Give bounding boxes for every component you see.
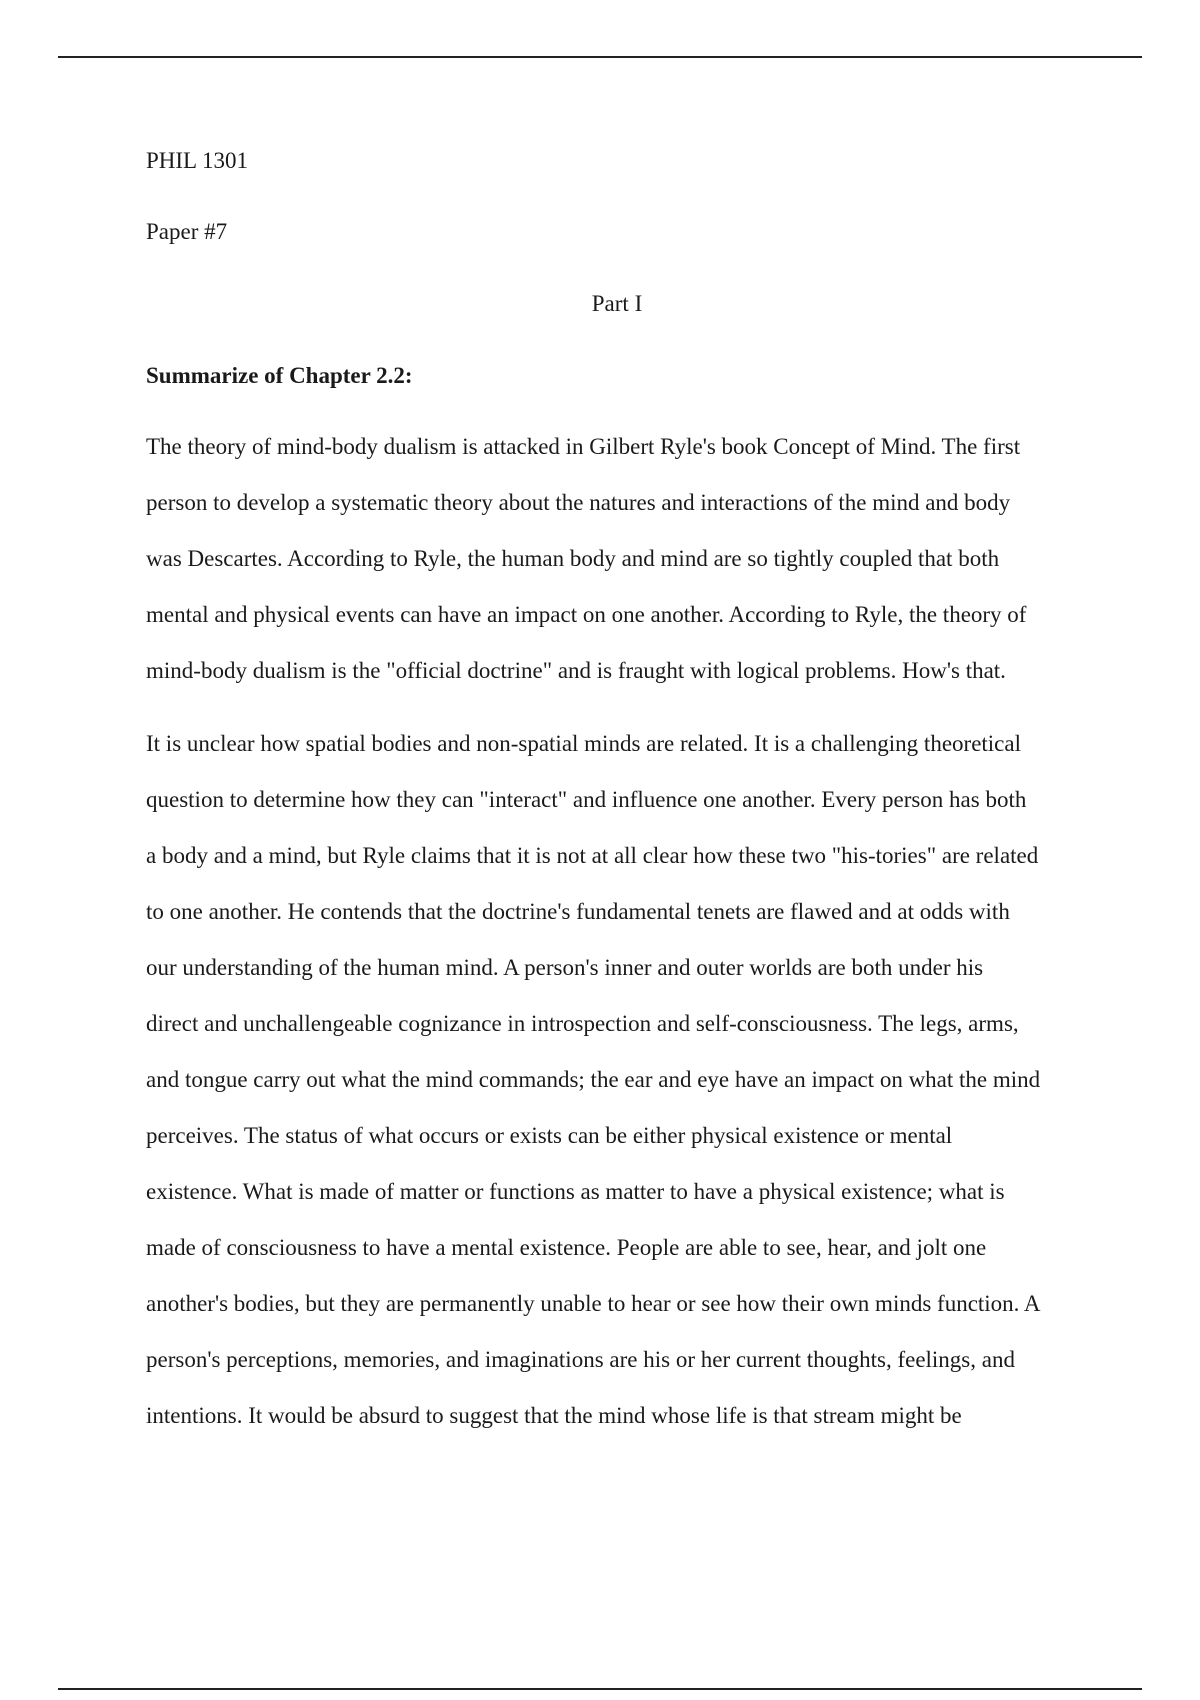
paragraph-line: was Descartes. According to Ryle, the human body and mind are so tightly coupled that both (146, 546, 1000, 571)
paragraph-line: The theory of mind-body dualism is attacked in Gilbert Ryle's book Concept of Mind. The first (146, 434, 1021, 459)
top-rule (58, 56, 1142, 58)
paragraph-line: perceives. The status of what occurs or exists can be either physical existence or mental (146, 1123, 953, 1148)
paragraph-line: to one another. He contends that the doctrine's fundamental tenets are flawed and at odds with (146, 899, 1010, 924)
paragraph-1 (146, 432, 1126, 712)
paragraph-line: a body and a mind, but Ryle claims that it is not at all clear how these two "his-tories" are related (146, 843, 1039, 868)
paragraph-line: mental and physical events can have an impact on one another. According to Ryle, the theory of (146, 602, 1027, 627)
paragraph-2 (146, 729, 1126, 1457)
course-label: PHIL 1301 (146, 148, 249, 173)
paragraph-line: person to develop a systematic theory about the natures and interactions of the mind and body (146, 490, 1011, 515)
paragraph-line: intentions. It would be absurd to suggest that the mind whose life is that stream might be (146, 1403, 962, 1428)
paragraph-line: person's perceptions, memories, and imaginations are his or her current thoughts, feelings, and (146, 1347, 1015, 1372)
paragraph-line: made of consciousness to have a mental existence. People are able to see, hear, and jolt one (146, 1235, 987, 1260)
paragraph-line: direct and unchallengeable cognizance in introspection and self-consciousness. The legs, arms, (146, 1011, 1019, 1036)
paragraph-line: It is unclear how spatial bodies and non-spatial minds are related. It is a challenging theoretical (146, 731, 1021, 756)
paragraph-line: question to determine how they can "interact" and influence one another. Every person has both (146, 787, 1027, 812)
paper-number: Paper #7 (146, 219, 228, 244)
bottom-rule (58, 1688, 1142, 1690)
section-heading: Summarize of Chapter 2.2: (146, 363, 413, 388)
paragraph-line: our understanding of the human mind. A person's inner and outer worlds are both under his (146, 955, 984, 980)
paragraph-line: another's bodies, but they are permanently unable to hear or see how their own minds function. A (146, 1291, 1041, 1316)
part-heading: Part I (591, 291, 643, 316)
paragraph-line: mind-body dualism is the "official doctrine" and is fraught with logical problems. How's that. (146, 658, 1006, 683)
paragraph-line: and tongue carry out what the mind commands; the ear and eye have an impact on what the mind (146, 1067, 1041, 1092)
paragraph-line: existence. What is made of matter or functions as matter to have a physical existence; what is (146, 1179, 1005, 1204)
